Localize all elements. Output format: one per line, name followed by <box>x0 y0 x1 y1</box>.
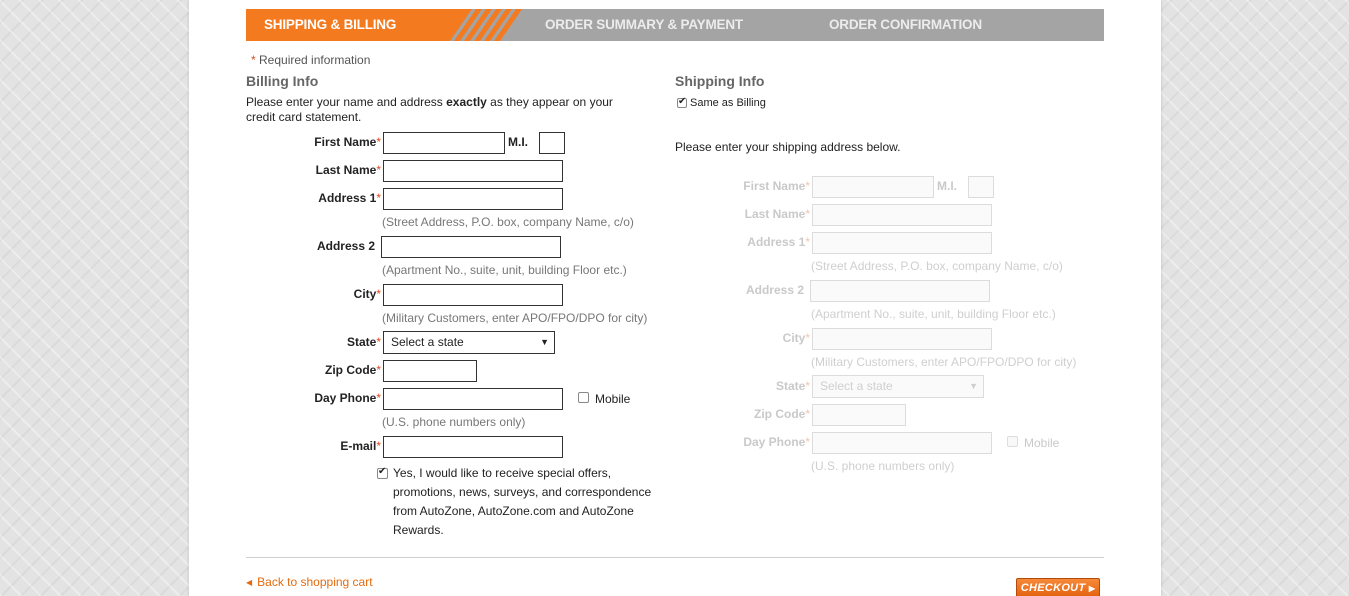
same-as-billing-label: Same as Billing <box>690 97 766 109</box>
address2-hint: (Apartment No., suite, unit, building Floor etc.) <box>382 263 627 277</box>
step-order-confirmation: ORDER CONFIRMATION <box>829 17 982 32</box>
billing-city-input[interactable] <box>383 284 563 306</box>
shipping-first-name-input[interactable] <box>812 176 934 198</box>
billing-first-name-input[interactable] <box>383 132 505 154</box>
address1-hint: (Street Address, P.O. box, company Name, c/o) <box>382 215 634 229</box>
ship-city-hint: (Military Customers, enter APO/FPO/DPO for city) <box>811 355 1077 369</box>
shipping-address2-input[interactable] <box>810 280 990 302</box>
billing-address2-input[interactable] <box>381 236 561 258</box>
back-to-cart-link[interactable]: ◀ Back to shopping cart <box>246 575 373 589</box>
checkout-progress-bar <box>246 9 1104 41</box>
shipping-state-select[interactable]: Select a state ▼ <box>812 375 984 398</box>
ship-address1-label: Address 1* <box>747 235 810 249</box>
email-label: E-mail* <box>340 439 381 453</box>
city-hint: (Military Customers, enter APO/FPO/DPO for city) <box>382 311 648 325</box>
ship-mi-label: M.I. <box>937 179 957 193</box>
ship-phone-hint: (U.S. phone numbers only) <box>811 459 955 473</box>
mobile-label: Mobile <box>595 392 631 406</box>
first-name-label: First Name* <box>314 135 381 149</box>
step-shipping-billing: SHIPPING & BILLING <box>246 9 446 41</box>
billing-state-select[interactable]: Select a state ▼ <box>383 331 555 354</box>
chevron-down-icon: ▼ <box>540 337 549 347</box>
required-info-note: * Required information <box>251 53 371 67</box>
billing-instructions: Please enter your name and address exactly as they appear on your credit card statement. <box>246 95 613 124</box>
billing-address1-input[interactable] <box>383 188 563 210</box>
state-label: State* <box>346 335 381 349</box>
address2-label: Address 2 <box>316 239 375 253</box>
ship-day-phone-label: Day Phone* <box>743 435 810 449</box>
phone-hint: (U.S. phone numbers only) <box>382 415 526 429</box>
mi-label: M.I. <box>508 135 528 149</box>
shipping-day-phone-input[interactable] <box>812 432 992 454</box>
footer-divider <box>246 557 1104 558</box>
address1-label: Address 1* <box>318 191 381 205</box>
checkout-page <box>189 0 1161 596</box>
shipping-info-title: Shipping Info <box>675 73 765 89</box>
billing-info-title: Billing Info <box>246 73 319 89</box>
offers-optin-checkbox[interactable] <box>377 468 388 479</box>
ship-city-label: City* <box>782 331 810 345</box>
billing-email-input[interactable] <box>383 436 563 458</box>
ship-last-name-label: Last Name* <box>744 207 810 221</box>
shipping-city-input[interactable] <box>812 328 992 350</box>
chevron-down-icon: ▼ <box>969 381 978 391</box>
step-order-summary: ORDER SUMMARY & PAYMENT <box>545 17 743 32</box>
shipping-address1-input[interactable] <box>812 232 992 254</box>
checkout-button[interactable]: CHECKOUT ▶ <box>1016 578 1100 596</box>
shipping-mobile-checkbox[interactable] <box>1007 436 1018 447</box>
same-as-billing-checkbox[interactable] <box>677 98 687 108</box>
shipping-last-name-input[interactable] <box>812 204 992 226</box>
ship-address1-hint: (Street Address, P.O. box, company Name, c/o) <box>811 259 1063 273</box>
billing-zip-input[interactable] <box>383 360 477 382</box>
day-phone-label: Day Phone* <box>314 391 381 405</box>
offers-optin-label: Yes, I would like to receive special offers, promotions, news, surveys, and correspondence from AutoZone, AutoZone.com and AutoZone Rewards. <box>393 466 652 537</box>
billing-mi-input[interactable] <box>539 132 565 154</box>
shipping-mi-input[interactable] <box>968 176 994 198</box>
ship-address2-label: Address 2 <box>745 283 804 297</box>
chevron-right-icon: ▶ <box>1088 584 1096 593</box>
zip-label: Zip Code* <box>325 363 381 377</box>
city-label: City* <box>353 287 381 301</box>
shipping-instructions: Please enter your shipping address below. <box>675 140 901 154</box>
step-divider-stripes <box>442 9 532 41</box>
billing-mobile-checkbox[interactable] <box>578 392 589 403</box>
ship-mobile-label: Mobile <box>1024 436 1060 450</box>
ship-zip-label: Zip Code* <box>754 407 810 421</box>
last-name-label: Last Name* <box>315 163 381 177</box>
billing-last-name-input[interactable] <box>383 160 563 182</box>
ship-first-name-label: First Name* <box>743 179 810 193</box>
shipping-zip-input[interactable] <box>812 404 906 426</box>
chevron-left-icon: ◀ <box>246 578 253 587</box>
ship-state-label: State* <box>775 379 810 393</box>
billing-day-phone-input[interactable] <box>383 388 563 410</box>
ship-address2-hint: (Apartment No., suite, unit, building Floor etc.) <box>811 307 1056 321</box>
